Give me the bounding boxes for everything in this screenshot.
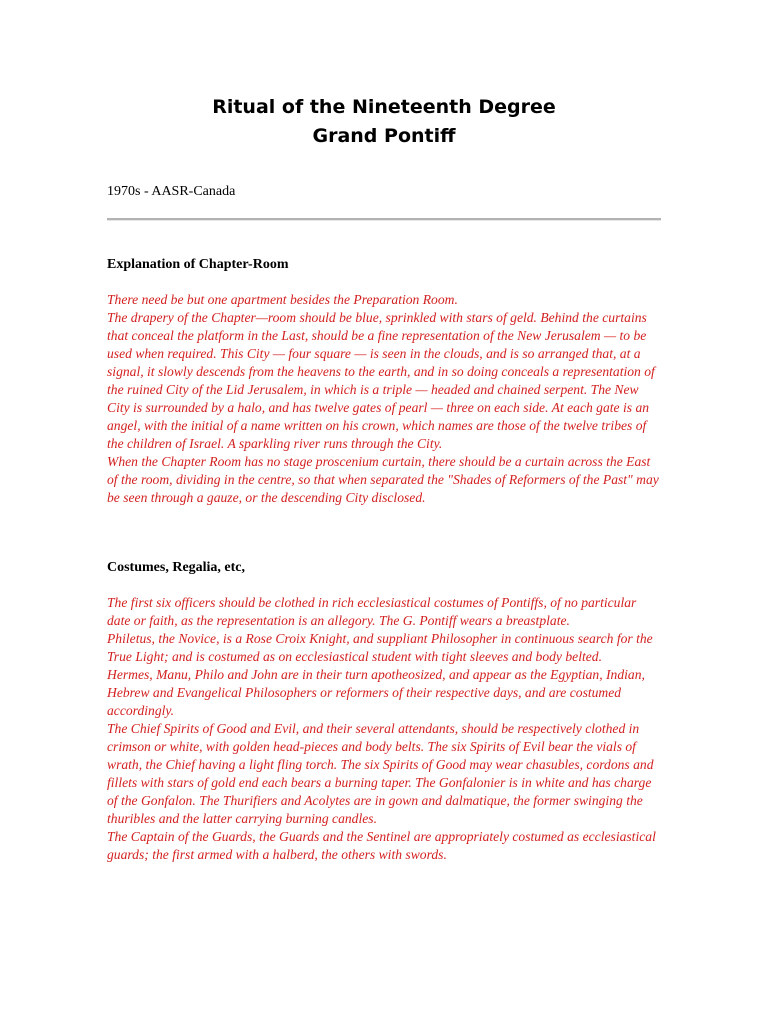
paragraph: The first six officers should be clothed in rich ecclesiastical costumes of Pontiffs, of no particular date or faith, as the representation is an allegory. The G. Pontiff wears a breastplate.	[107, 595, 637, 628]
section-body-chapter-room	[107, 291, 663, 507]
paragraph: When the Chapter Room has no stage proscenium curtain, there should be a curtain across the East of the room, dividing in the centre, so that when separated the "Shades of Reformers of the Past" may be seen through a gauze, or the descending City disclosed.	[107, 454, 659, 505]
paragraph: Philetus, the Novice, is a Rose Croix Knight, and suppliant Philosopher in continuous search for the True Light; and is costumed as on ecclesiastical student with tight sleeves and body belted.	[107, 631, 653, 664]
document-subtitle: 1970s - AASR-Canada	[107, 184, 236, 199]
paragraph: The drapery of the Chapter—room should be blue, sprinkled with stars of geld. Behind the curtains that conceal the platform in the Last, should be a fine representation of the New Jerusalem — to be used when required. This City — four square — is seen in the clouds, and is so arranged that, at a signal, it slowly descends from the heavens to the earth, and in so doing conceals a representation of the ruined City of the Lid Jerusalem, in which is a triple — headed and chained serpent. The New City is surrounded by a halo, and has twelve gates of pearl — three on each side. At each gate is an angel, with the initial of a name written on his crown, which names are those of the twelve tribes of the children of Israel. A sparkling river runs through the City.	[107, 310, 655, 451]
section-body-costumes	[107, 594, 663, 864]
paragraph: The Captain of the Guards, the Guards and the Sentinel are appropriately costumed as ecclesiastical guards; the first armed with a halberd, the others with swords.	[107, 829, 656, 862]
horizontal-divider	[107, 218, 661, 221]
document-title	[0, 93, 768, 151]
title-line-1: Ritual of the Nineteenth Degree	[212, 96, 556, 118]
paragraph: The Chief Spirits of Good and Evil, and their several attendants, should be respectively clothed in crimson or white, with golden head-pieces and body belts. The six Spirits of Evil bear the vials of wrath, the Chief having a light fling torch. The six Spirits of Good may wear chasubles, cordons and fillets with stars of gold end each bears a burning taper. The Gonfalonier is in white and has charge of the Gonfalon. The Thurifiers and Acolytes are in gown and dalmatique, the former swinging the thuribles and the latter carrying burning candles.	[107, 721, 654, 826]
section-heading-chapter-room: Explanation of Chapter-Room	[107, 257, 289, 272]
paragraph: Hermes, Manu, Philo and John are in their turn apotheosized, and appear as the Egyptian, Indian, Hebrew and Evangelical Philosophers or reformers of their respective days, and are costumed accordingly.	[107, 667, 645, 718]
title-line-2: Grand Pontiff	[312, 125, 456, 147]
section-heading-costumes: Costumes, Regalia, etc,	[107, 560, 246, 575]
paragraph: There need be but one apartment besides the Preparation Room.	[107, 292, 458, 307]
